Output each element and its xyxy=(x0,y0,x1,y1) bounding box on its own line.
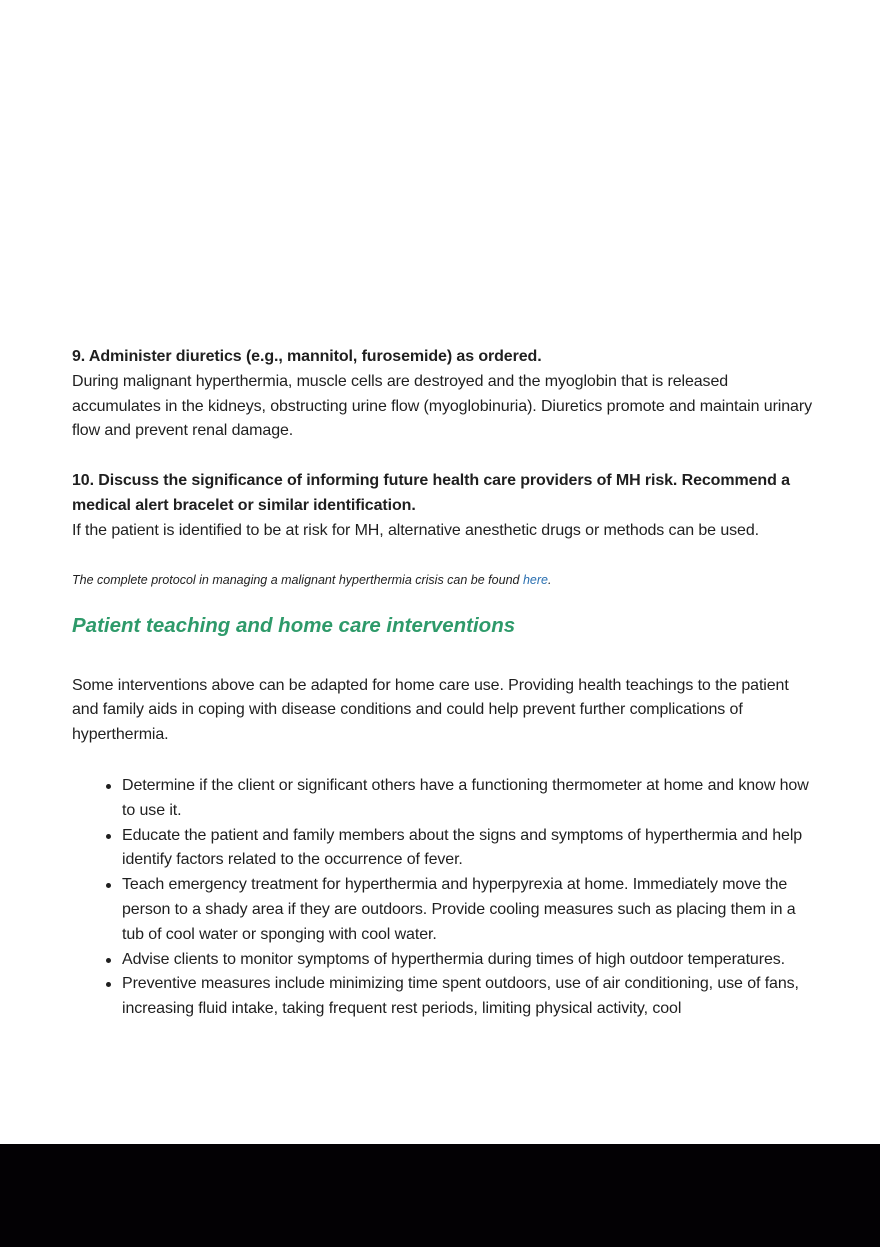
spacer xyxy=(72,544,817,570)
protocol-link[interactable]: here xyxy=(522,572,548,587)
protocol-note-text: The complete protocol in managing a malignant hyperthermia crisis can be found xyxy=(72,572,523,587)
section-heading: Patient teaching and home care interventions xyxy=(72,613,516,637)
bullet-icon xyxy=(106,982,111,987)
bullet-icon xyxy=(106,834,111,839)
list-item-text: Advise clients to monitor symptoms of hyperthermia during times of high outdoor temperatures. xyxy=(122,950,786,968)
black-footer-band xyxy=(0,1144,880,1247)
intervention-9-heading: 9. Administer diuretics (e.g., mannitol, furosemide) as ordered. xyxy=(72,348,542,365)
list-item-text: Educate the patient and family members about the signs and symptoms of hyperthermia and help identify factors related to the occurrence of fever. xyxy=(122,826,803,869)
spacer xyxy=(72,748,817,774)
page-content xyxy=(72,345,817,1022)
list-item xyxy=(122,873,817,947)
spacer xyxy=(72,444,817,469)
bullet-icon xyxy=(106,958,111,963)
spacer xyxy=(72,590,817,612)
protocol-note-period: . xyxy=(547,572,552,587)
list-item xyxy=(122,972,817,1022)
intervention-9-body: During malignant hyperthermia, muscle cells are destroyed and the myoglobin that is released accumulates in the kidneys, obstructing urine flow (myoglobinuria). Diuretics promote and maintain urinary flow and prevent renal damage. xyxy=(72,372,812,440)
intervention-10-heading: 10. Discuss the significance of informing future health care providers of MH risk. Recommend a medical alert bracelet or similar identification. xyxy=(72,472,790,514)
list-item-text: Teach emergency treatment for hyperthermia and hyperpyrexia at home. Immediately move the person to a shady area if they are outdoors. Provide cooling measures such as placing them in a tub of cool water or sponging with cool water. xyxy=(122,876,796,943)
list-item xyxy=(122,774,817,824)
list-item-text: Preventive measures include minimizing time spent outdoors, use of air conditioning, use of fans, increasing fluid intake, taking frequent rest periods, limiting physical activity, cool xyxy=(122,975,799,1018)
protocol-note xyxy=(72,570,817,590)
bullet-icon xyxy=(106,883,111,888)
section-intro: Some interventions above can be adapted for home care use. Providing health teachings to the patient and family aids in coping with disease conditions and could help prevent further complications of hyperthermia. xyxy=(72,676,789,744)
list-item xyxy=(122,824,817,874)
spacer xyxy=(72,640,817,674)
list-item xyxy=(122,948,817,973)
intervention-10-body: If the patient is identified to be at risk for MH, alternative anesthetic drugs or methods can be used. xyxy=(72,521,759,539)
list-item-text: Determine if the client or significant others have a functioning thermometer at home and know how to use it. xyxy=(122,776,809,819)
bullet-icon xyxy=(106,784,111,789)
home-care-list xyxy=(72,774,817,1022)
